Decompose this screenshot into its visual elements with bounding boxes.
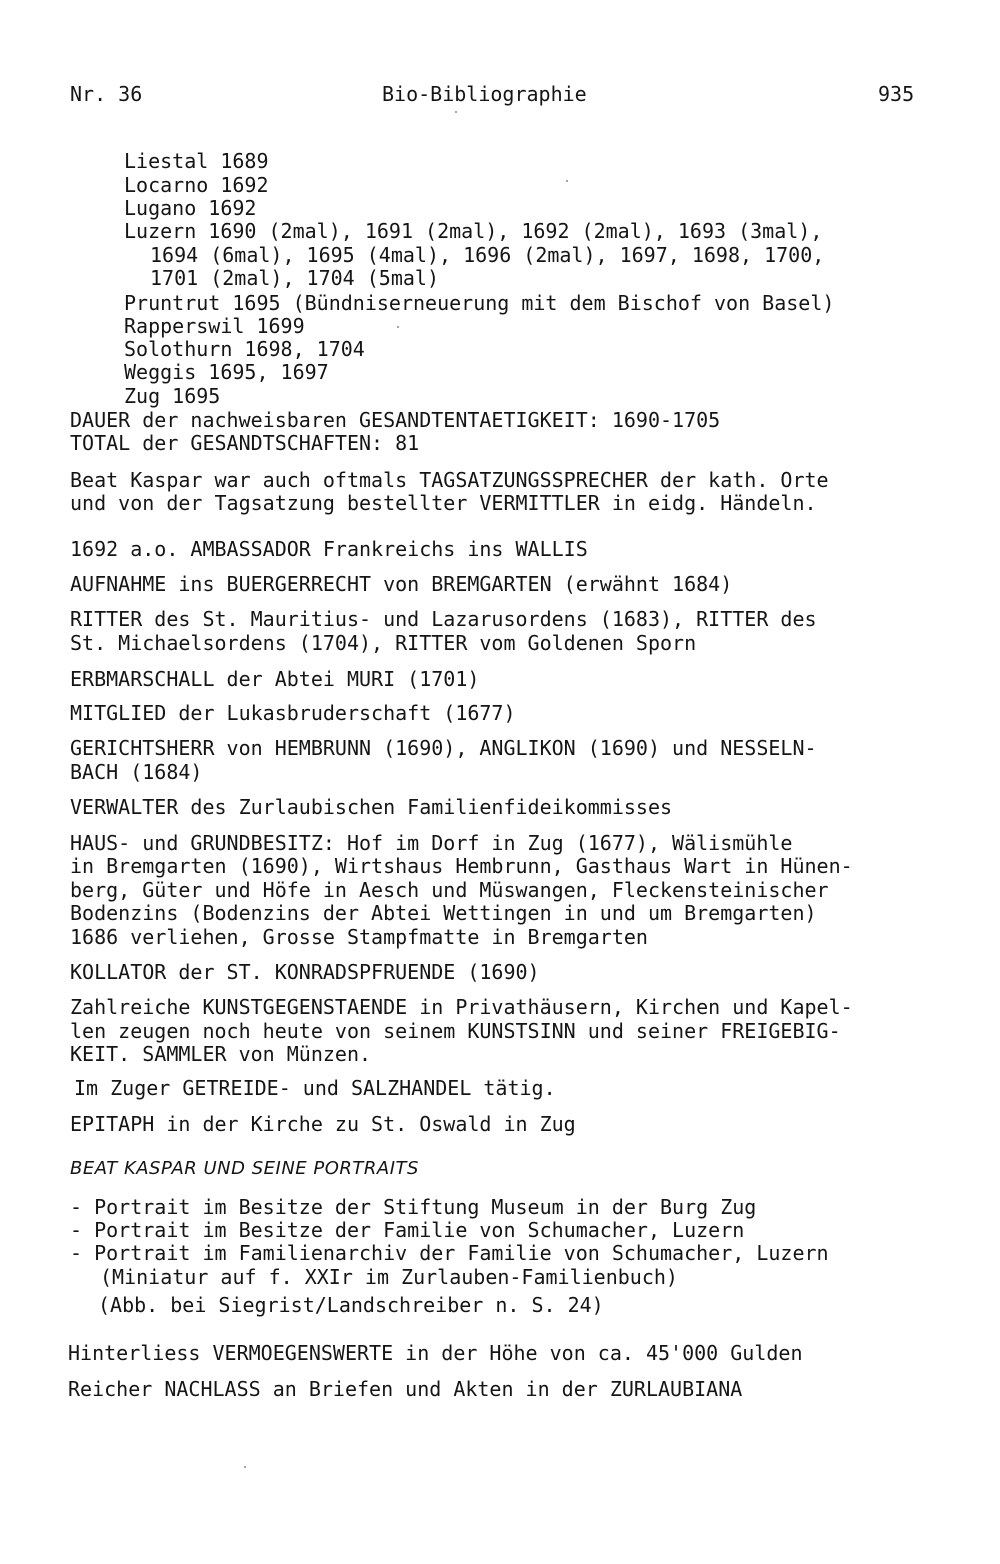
text-line: und von der Tagsatzung bestellter VERMITTLER in eidg. Händeln. xyxy=(70,491,817,515)
text-line: Locarno 1692 xyxy=(124,173,269,197)
text-line: (Abb. bei Siegrist/Landschreiber n. S. 24) xyxy=(98,1293,604,1317)
text-line: VERWALTER des Zurlaubischen Familienfideikommisses xyxy=(70,795,673,819)
text-line: Zug 1695 xyxy=(124,384,221,408)
text-line: BACH (1684) xyxy=(70,760,203,784)
text-line: Liestal 1689 xyxy=(124,149,269,173)
page-header-number: Nr. 36 xyxy=(70,82,143,106)
text-line: Beat Kaspar war auch oftmals TAGSATZUNGSSPRECHER der kath. Orte xyxy=(70,468,829,492)
text-line: KEIT. SAMMLER von Münzen. xyxy=(70,1042,372,1066)
text-line: GERICHTSHERR von HEMBRUNN (1690), ANGLIKON (1690) und NESSELN- xyxy=(70,736,817,760)
scan-speck xyxy=(397,326,399,328)
text-line: (Miniatur auf f. XXIr im Zurlauben-Familienbuch) xyxy=(100,1265,678,1289)
text-line: MITGLIED der Lukasbruderschaft (1677) xyxy=(70,701,516,725)
text-line: AUFNAHME ins BUERGERRECHT von BREMGARTEN (erwähnt 1684) xyxy=(70,572,733,596)
text-line: 1686 verliehen, Grosse Stampfmatte in Bremgarten xyxy=(70,925,648,949)
text-line: berg, Güter und Höfe in Aesch und Müswangen, Fleckensteinischer xyxy=(70,878,829,902)
text-line: ERBMARSCHALL der Abtei MURI (1701) xyxy=(70,667,480,691)
text-line: 1694 (6mal), 1695 (4mal), 1696 (2mal), 1697, 1698, 1700, xyxy=(150,243,825,267)
text-line: Solothurn 1698, 1704 xyxy=(124,337,365,361)
scan-speck xyxy=(244,1466,246,1468)
text-line: KOLLATOR der ST. KONRADSPFRUENDE (1690) xyxy=(70,960,540,984)
text-line: HAUS- und GRUNDBESITZ: Hof im Dorf in Zug (1677), Wälismühle xyxy=(70,831,793,855)
text-line: Hinterliess VERMOEGENSWERTE in der Höhe von ca. 45'000 Gulden xyxy=(68,1341,803,1365)
text-line: TOTAL der GESANDTSCHAFTEN: 81 xyxy=(70,431,420,455)
scan-speck xyxy=(566,180,568,182)
text-line: Zahlreiche KUNSTGEGENSTAENDE in Privathäusern, Kirchen und Kapel- xyxy=(70,995,853,1019)
text-line: 1701 (2mal), 1704 (5mal) xyxy=(150,266,439,290)
text-line: in Bremgarten (1690), Wirtshaus Hembrunn, Gasthaus Wart in Hünen- xyxy=(70,854,853,878)
text-line: Reicher NACHLASS an Briefen und Akten in der ZURLAUBIANA xyxy=(68,1377,743,1401)
text-line: - Portrait im Besitze der Familie von Schumacher, Luzern xyxy=(70,1218,745,1242)
text-line: Rapperswil 1699 xyxy=(124,314,305,338)
text-line: DAUER der nachweisbaren GESANDTENTAETIGKEIT: 1690-1705 xyxy=(70,408,721,432)
text-line: Bodenzins (Bodenzins der Abtei Wettingen in und um Bremgarten) xyxy=(70,901,817,925)
text-line: Im Zuger GETREIDE- und SALZHANDEL tätig. xyxy=(74,1076,556,1100)
text-line: 1692 a.o. AMBASSADOR Frankreichs ins WALLIS xyxy=(70,537,588,561)
text-line: Lugano 1692 xyxy=(124,196,257,220)
handwritten-heading: BEAT KASPAR UND SEINE PORTRAITS xyxy=(70,1158,419,1179)
page-header-title: Bio-Bibliographie xyxy=(382,82,587,106)
text-line: EPITAPH in der Kirche zu St. Oswald in Zug xyxy=(70,1112,576,1136)
text-line: St. Michaelsordens (1704), RITTER vom Goldenen Sporn xyxy=(70,631,697,655)
text-line: Luzern 1690 (2mal), 1691 (2mal), 1692 (2mal), 1693 (3mal), xyxy=(124,219,823,243)
text-line: Weggis 1695, 1697 xyxy=(124,360,329,384)
page-number: 935 xyxy=(878,82,915,106)
text-line: - Portrait im Besitze der Stiftung Museum in der Burg Zug xyxy=(70,1195,757,1219)
text-line: len zeugen noch heute von seinem KUNSTSINN und seiner FREIGEBIG- xyxy=(70,1019,841,1043)
text-line: Pruntrut 1695 (Bündniserneuerung mit dem Bischof von Basel) xyxy=(124,291,835,315)
text-line: - Portrait im Familienarchiv der Familie von Schumacher, Luzern xyxy=(70,1241,829,1265)
scan-speck xyxy=(455,111,457,113)
text-line: RITTER des St. Mauritius- und Lazarusordens (1683), RITTER des xyxy=(70,607,817,631)
